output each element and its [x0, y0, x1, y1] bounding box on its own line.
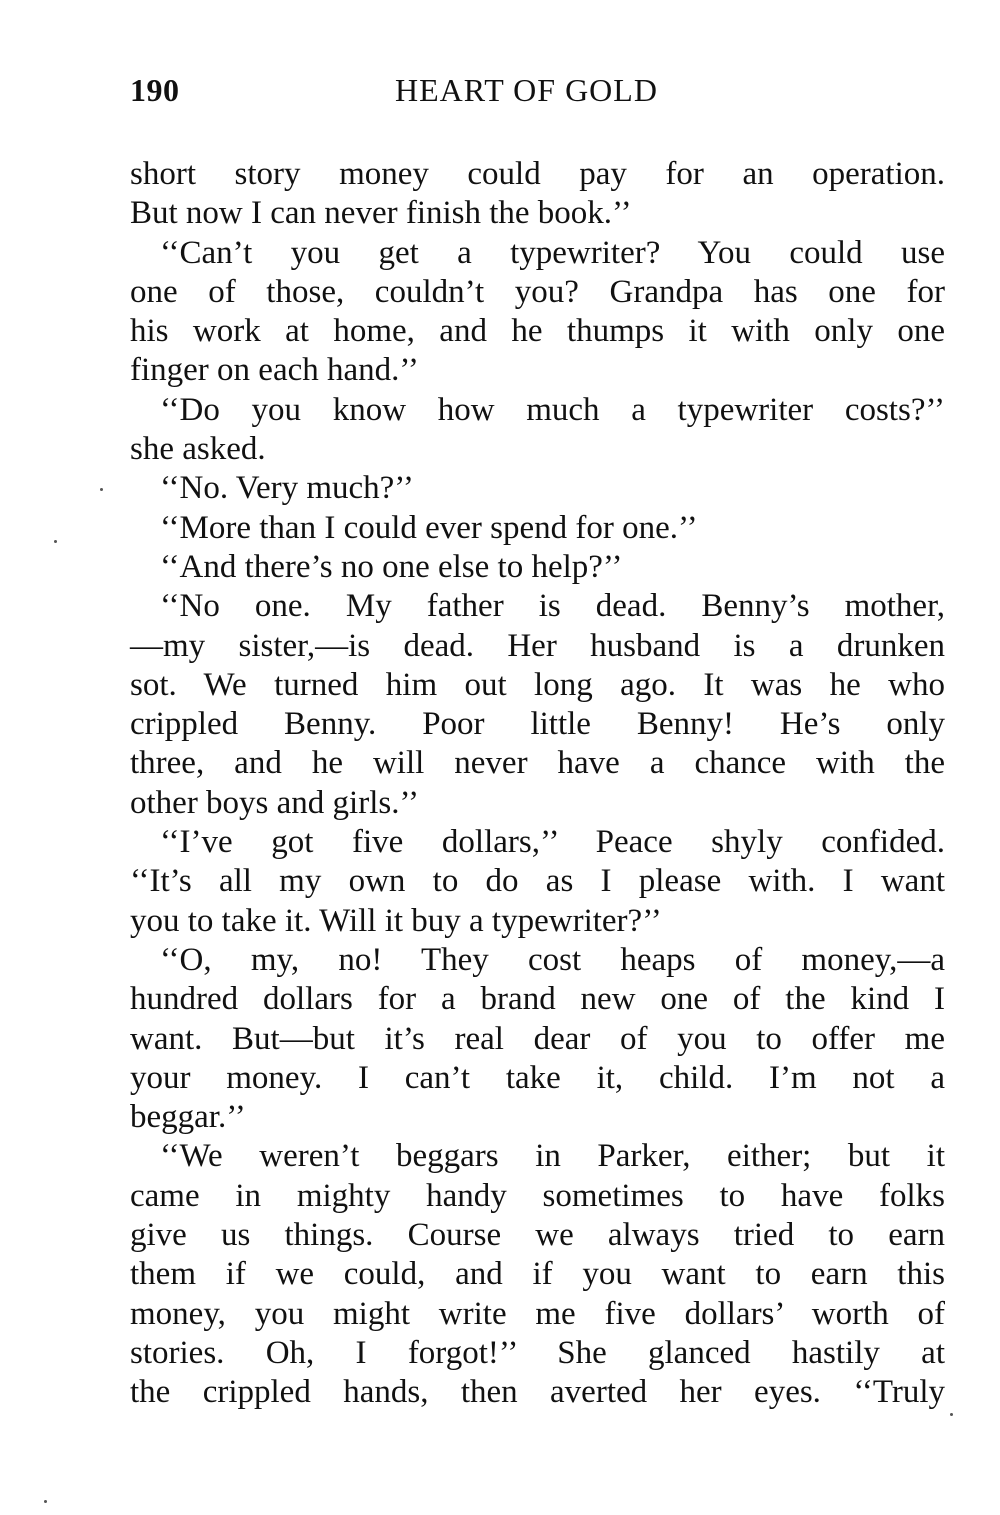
text-line: give us things. Course we always tried to earn	[130, 1217, 945, 1254]
text-line: the crippled hands, then averted her eyes. ‘‘Truly	[130, 1374, 945, 1411]
text-line: came in mighty handy sometimes to have folks	[130, 1177, 945, 1214]
text-line: —my sister,—is dead. Her husband is a drunken	[130, 627, 945, 664]
text-line: ‘‘We weren’t beggars in Parker, either; but it	[160, 1138, 945, 1175]
text-line: ‘‘I’ve got five dollars,’’ Peace shyly confided.	[160, 824, 945, 861]
paper-speck	[100, 488, 103, 491]
text-line: ‘‘It’s all my own to do as I please with. I want	[130, 863, 945, 900]
text-line: sot. We turned him out long ago. It was he who	[130, 666, 945, 703]
text-line: you to take it. Will it buy a typewriter?’’	[130, 902, 662, 939]
text-line: ‘‘No one. My father is dead. Benny’s mother,	[160, 588, 945, 625]
text-line: But now I can never finish the book.’’	[130, 195, 632, 232]
text-line: his work at home, and he thumps it with only one	[130, 313, 945, 350]
text-line: your money. I can’t take it, child. I’m not a	[130, 1059, 945, 1096]
text-line: finger on each hand.’’	[130, 352, 419, 389]
text-line: ‘‘No. Very much?’’	[160, 470, 414, 507]
text-line: stories. Oh, I forgot!’’ She glanced hastily at	[130, 1334, 945, 1371]
paper-speck	[54, 540, 57, 543]
text-line: other boys and girls.’’	[130, 784, 419, 821]
text-line: money, you might write me five dollars’ worth of	[130, 1295, 945, 1332]
text-line: want. But—but it’s real dear of you to offer me	[130, 1020, 945, 1057]
text-line: ‘‘And there’s no one else to help?’’	[160, 548, 623, 585]
text-line: she asked.	[130, 431, 266, 468]
text-line: one of those, couldn’t you? Grandpa has one for	[130, 273, 945, 310]
text-line: ‘‘O, my, no! They cost heaps of money,—a	[160, 941, 945, 978]
text-line: hundred dollars for a brand new one of the kind I	[130, 981, 945, 1018]
text-line: three, and he will never have a chance with the	[130, 745, 945, 782]
body-text	[130, 155, 945, 1413]
text-line: ‘‘More than I could ever spend for one.’’	[160, 509, 698, 546]
text-line: them if we could, and if you want to earn this	[130, 1256, 945, 1293]
paper-speck	[44, 1500, 47, 1503]
paper-speck	[950, 1413, 953, 1416]
text-line: beggar.’’	[130, 1099, 246, 1136]
page-number: 190	[130, 72, 180, 108]
text-line: ‘‘Can’t you get a typewriter? You could use	[160, 234, 945, 271]
text-line: ‘‘Do you know how much a typewriter costs?’’	[160, 391, 945, 428]
text-line: short story money could pay for an operation.	[130, 156, 945, 192]
book-title: HEART OF GOLD	[395, 72, 658, 108]
running-head	[130, 72, 945, 116]
text-line: crippled Benny. Poor little Benny! He’s only	[130, 706, 945, 743]
